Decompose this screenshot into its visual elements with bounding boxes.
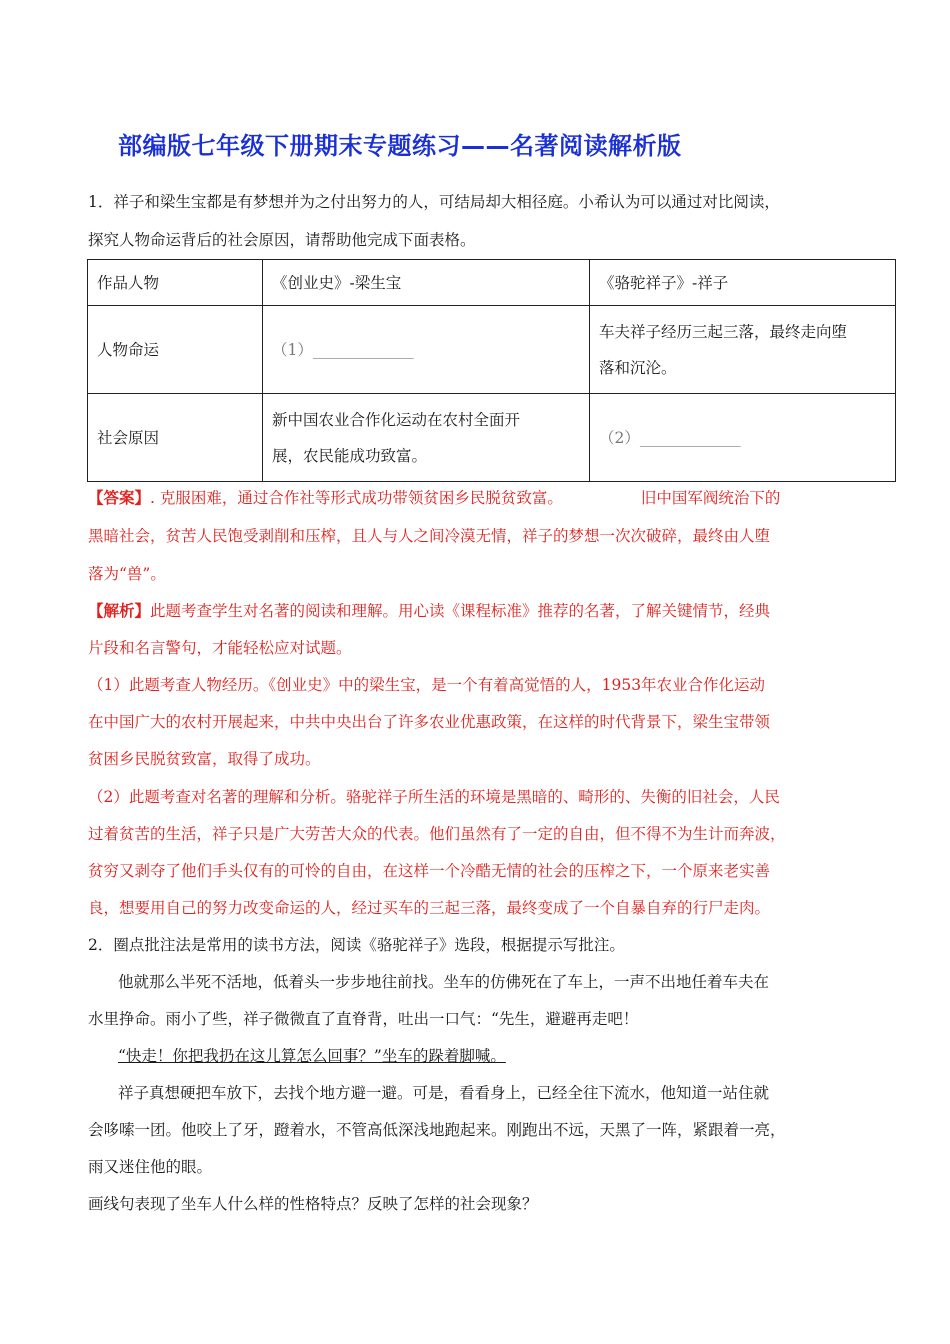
passage-p1-line1: 他就那么半死不活地，低着头一步步地往前找。坐车的仿佛死在了车上，一声不出地任着车夫在 (118, 973, 770, 991)
comparison-table (87, 259, 896, 482)
table-cell (263, 394, 590, 482)
analysis-p2-line4: 良，想要用自己的努力改变命运的人，经过买车的三起三落，最终变成了一个自暴自弃的行尸走肉。 (88, 899, 771, 917)
q1-stem-line1: 1．祥子和梁生宝都是有梦想并为之付出努力的人，可结局却大相径庭。小希认为可以通过对比阅读， (88, 193, 780, 211)
table-header-cell: 《创业史》-梁生宝 (263, 260, 590, 306)
answer-tag: 【答案】 (88, 488, 151, 507)
passage-p3-line1: 祥子真想硬把车放下，去找个地方避一避。可是，看看身上，已经全往下流水，他知道一站住就 (118, 1084, 770, 1102)
passage-underlined-sentence (118, 1044, 868, 1068)
passage-p3-line3: 雨又迷住他的眼。 (88, 1158, 213, 1176)
q2-stem: 2．圈点批注法是常用的读书方法，阅读《骆驼祥子》选段，根据提示写批注。 (88, 936, 625, 954)
answer-blank[interactable]: （2）_____________ (599, 428, 741, 447)
table-row-label: 社会原因 (88, 394, 263, 482)
analysis-tag: 【解析】 (88, 601, 151, 620)
analysis-line2: 片段和名言警句，才能轻松应对试题。 (88, 639, 352, 657)
answer-text: . 克服困难，通过合作社等形式成功带领贫困乡民脱贫致富。 (150, 489, 563, 507)
table-row-label: 人物命运 (88, 306, 263, 394)
table-cell (590, 306, 896, 394)
table-cell-line: 车夫祥子经历三起三落，最终走向堕 (599, 322, 848, 341)
page-title: 部编版七年级下册期末专题练习——名著阅读解析版 (118, 132, 682, 160)
table-cell-line: 落和沉沦。 (599, 358, 677, 377)
table-cell-line: 展，农民能成功致富。 (272, 446, 428, 465)
table-header-row (88, 260, 896, 306)
answer-line3: 落为“兽”。 (88, 565, 166, 583)
analysis-p1-line2: 在中国广大的农村开展起来，中共中央出台了许多农业优惠政策，在这样的时代背景下，梁生宝带领 (88, 713, 771, 731)
answer-line1 (88, 486, 868, 510)
analysis-p1-line1: （1）此题考查人物经历。《创业史》中的梁生宝，是一个有着高觉悟的人，1953年农业合作化运动 (88, 676, 766, 694)
table-cell-blank-1 (263, 306, 590, 394)
answer-blank[interactable]: （1）_____________ (272, 340, 414, 359)
answer-text: 旧中国军阀统治下的 (640, 489, 781, 507)
q1-stem-line2: 探究人物命运背后的社会原因，请帮助他完成下面表格。 (88, 231, 476, 249)
table-cell-blank-2 (590, 394, 896, 482)
analysis-text: 此题考查学生对名著的阅读和理解。用心读《课程标准》推荐的名著，了解关键情节，经典 (150, 602, 771, 620)
passage-p3-line2: 会哆嗦一团。他咬上了牙，蹬着水，不管高低深浅地跑起来。刚跑出不远，天黑了一阵，紧跟着一亮， (88, 1121, 786, 1139)
analysis-p2-line2: 过着贫苦的生活，祥子只是广大劳苦大众的代表。他们虽然有了一定的自由，但不得不为生计而奔波， (88, 825, 786, 843)
answer-line2: 黑暗社会，贫苦人民饱受剥削和压榨，且人与人之间冷漠无情，祥子的梦想一次次破碎，最终由人堕 (88, 527, 771, 545)
q2-question: 画线句表现了坐车人什么样的性格特点？反映了怎样的社会现象？ (88, 1195, 538, 1213)
analysis-p2-line3: 贫穷又剥夺了他们手头仅有的可怜的自由，在这样一个冷酷无情的社会的压榨之下，一个原来老实善 (88, 862, 771, 880)
analysis-p2-line1: （2）此题考查对名著的理解和分析。骆驼祥子所生活的环境是黑暗的、畸形的、失衡的旧社会，人民 (88, 788, 780, 806)
passage-p1-line2: 水里挣命。雨小了些，祥子微微直了直脊背，吐出一口气：“先生，避避再走吧！ (88, 1010, 639, 1028)
underlined-text: “快走！你把我扔在这儿算怎么回事？”坐车的跺着脚喊。 (118, 1047, 506, 1065)
table-cell-line: 新中国农业合作化运动在农村全面开 (272, 410, 521, 429)
analysis-p1-line3: 贫困乡民脱贫致富，取得了成功。 (88, 750, 321, 768)
table-row (88, 306, 896, 394)
table-row (88, 394, 896, 482)
table-header-cell: 作品人物 (88, 260, 263, 306)
table-header-cell: 《骆驼祥子》-祥子 (590, 260, 896, 306)
analysis-line1 (88, 599, 868, 623)
